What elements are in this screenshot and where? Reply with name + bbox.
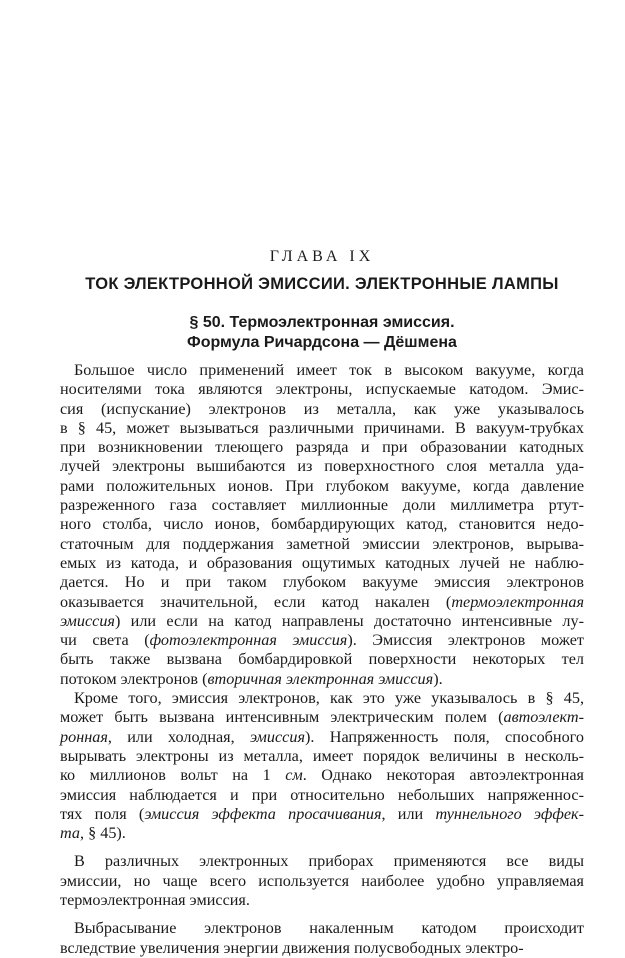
text-line xyxy=(60,380,584,399)
italic-term: автоэлект- xyxy=(503,708,584,727)
text-line xyxy=(60,939,584,958)
text-run: тях поля ( xyxy=(60,804,145,823)
text-run: дается. Но и при таком глубоком вакууме эмиссия электронов xyxy=(60,573,584,592)
text-run: ). Напряженность поля, способного xyxy=(304,727,585,746)
chapter-label: ГЛАВА IX xyxy=(269,248,375,265)
text-line xyxy=(60,747,584,766)
text-run: емых из катода, и образования ощутимых катодных лучей не наблю- xyxy=(60,553,584,572)
text-run: сия (испускание) электронов из металла, как уже указывалось xyxy=(60,399,584,418)
text-run: эмиссии, но чаще всего используется наиболее удобно управляемая xyxy=(60,871,584,890)
text-line xyxy=(60,496,584,515)
text-line xyxy=(60,708,584,727)
text-run: , § 45). xyxy=(79,824,126,843)
text-run: чи света ( xyxy=(60,631,150,650)
text-line xyxy=(60,919,584,938)
text-run: при возникновении тлеющего разряда и при образовании катодных xyxy=(60,438,584,457)
text-line xyxy=(60,457,584,476)
text-line xyxy=(60,631,584,650)
text-line xyxy=(60,786,584,805)
text-run: Большое число применений имеет ток в высоком вакууме, когда xyxy=(74,361,584,379)
text-run: рами положительных ионов. При глубоком вакууме, когда давление xyxy=(60,476,584,495)
body-text xyxy=(60,361,584,958)
italic-term: ронная xyxy=(60,727,108,746)
text-line xyxy=(60,805,584,824)
text-line xyxy=(60,728,584,747)
text-line xyxy=(60,573,584,592)
section-title-line-1: § 50. Термоэлектронная эмиссия. xyxy=(189,314,455,331)
text-run: термоэлектронная эмиссия. xyxy=(60,891,250,910)
text-run: ). xyxy=(433,669,443,688)
text-line xyxy=(60,400,584,419)
text-run: , или xyxy=(381,804,436,823)
text-run: разреженного газа составляет миллионные доли миллиметра ртут- xyxy=(60,496,584,515)
text-run: Выбрасывание электронов накаленным катодом происходит xyxy=(74,919,584,938)
italic-term: эмиссия xyxy=(60,611,115,630)
text-run: лучей электроны вышибаются из поверхностного слоя металла уда- xyxy=(60,457,584,476)
section-title-line-2: Формула Ричардсона — Дёшмена xyxy=(187,334,457,351)
italic-term: эмиссия xyxy=(250,727,305,746)
text-line xyxy=(60,438,584,457)
text-line xyxy=(60,477,584,496)
italic-term: вторичная электронная эмиссия xyxy=(207,669,434,688)
text-run: быть также вызвана бомбардировкой поверхности некоторых тел xyxy=(60,650,584,669)
text-line xyxy=(60,650,584,669)
text-run: эмиссия наблюдается и при относительно небольших напряженнос- xyxy=(60,785,584,804)
text-run: ). Эмиссия электронов может xyxy=(347,631,584,650)
text-line xyxy=(60,419,584,438)
text-run: В различных электронных приборах применяются все виды xyxy=(74,852,584,871)
text-line xyxy=(60,535,584,554)
text-line xyxy=(60,612,584,631)
text-run: может быть вызвана интенсивным электрическим полем ( xyxy=(60,708,504,727)
italic-term: эмиссия эффекта просачивания xyxy=(144,804,382,823)
text-line xyxy=(60,852,584,871)
text-line xyxy=(60,593,584,612)
italic-term: термоэлектронная xyxy=(451,592,584,611)
text-run: Кроме того, эмиссия электронов, как это уже указывалось в § 45, xyxy=(74,689,584,708)
text-line xyxy=(60,554,584,573)
text-run: ко миллионов вольт на 1 xyxy=(60,766,286,785)
text-run: ) или если на катод направлены достаточно интенсивные лу- xyxy=(114,611,584,630)
text-run: статочным для поддержания заметной эмиссии электронов, вырыва- xyxy=(60,534,584,553)
text-run: в § 45, может вызываться различными причинами. В вакуум-трубках xyxy=(60,418,584,437)
text-run: оказывается значительной, если катод накален ( xyxy=(60,592,452,611)
italic-term: та xyxy=(60,824,80,843)
italic-term: фотоэлектронная эмиссия xyxy=(149,631,348,650)
text-run: , или холодная, xyxy=(107,727,251,746)
italic-term: см xyxy=(285,766,303,785)
text-line xyxy=(60,891,584,910)
text-run: потоком электронов ( xyxy=(60,669,208,688)
text-run: вырывать электроны из металла, имеет порядок величины в несколь- xyxy=(60,746,584,765)
text-line xyxy=(60,824,584,843)
text-line xyxy=(60,766,584,785)
text-run: . Однако некоторая автоэлектронная xyxy=(302,766,584,785)
text-line xyxy=(60,872,584,891)
italic-term: туннельного эффек- xyxy=(435,804,584,823)
text-line xyxy=(60,689,584,708)
text-run: вследствие увеличения энергии движения полусвободных электро- xyxy=(60,938,524,957)
text-line xyxy=(60,670,584,689)
section-title xyxy=(60,313,584,353)
text-run: носителями тока являются электроны, испускаемые катодом. Эмис- xyxy=(60,380,584,399)
chapter-title: ТОК ЭЛЕКТРОННОЙ ЭМИССИИ. ЭЛЕКТРОННЫЕ ЛАМПЫ xyxy=(85,275,559,293)
text-run: ного столба, число ионов, бомбардирующих катод, становится недо- xyxy=(60,515,584,534)
text-line xyxy=(60,361,584,380)
text-line xyxy=(60,515,584,534)
